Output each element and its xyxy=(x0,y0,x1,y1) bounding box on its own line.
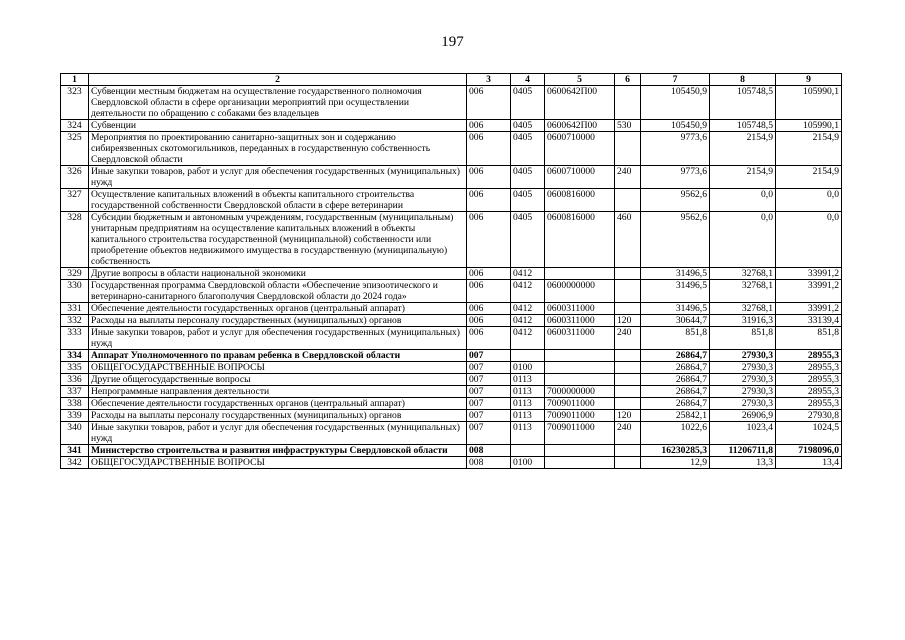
code-admin: 006 xyxy=(467,166,511,189)
code-admin: 006 xyxy=(467,86,511,120)
amount-col7: 25842,1 xyxy=(641,410,710,422)
table-row xyxy=(61,350,842,362)
row-name: Другие вопросы в области национальной экономики xyxy=(89,268,467,280)
amount-col8: 2154,9 xyxy=(710,132,776,166)
code-section: 0405 xyxy=(511,166,545,189)
amount-col9: 28955,3 xyxy=(776,350,842,362)
row-name: Мероприятия по проектированию санитарно-защитных зон и содержанию сибиреязвенных скотомогильников, переданных в государственную собственность Свердловской области xyxy=(89,132,467,166)
row-number: 342 xyxy=(61,457,89,469)
table-row xyxy=(61,132,842,166)
code-target xyxy=(545,268,615,280)
amount-col7: 31496,5 xyxy=(641,268,710,280)
amount-col9: 0,0 xyxy=(776,212,842,268)
code-target xyxy=(545,350,615,362)
column-header: 6 xyxy=(615,74,641,86)
row-name: Иные закупки товаров, работ и услуг для обеспечения государственных (муниципальных) нужд xyxy=(89,166,467,189)
amount-col8: 851,8 xyxy=(710,327,776,350)
amount-col8: 26906,9 xyxy=(710,410,776,422)
code-section: 0113 xyxy=(511,422,545,445)
code-expense-type xyxy=(615,132,641,166)
amount-col7: 31496,5 xyxy=(641,303,710,315)
code-admin: 006 xyxy=(467,268,511,280)
row-number: 324 xyxy=(61,120,89,132)
row-number: 323 xyxy=(61,86,89,120)
code-admin: 006 xyxy=(467,280,511,303)
code-expense-type xyxy=(615,362,641,374)
row-name: Иные закупки товаров, работ и услуг для обеспечения государственных (муниципальных) нужд xyxy=(89,422,467,445)
code-expense-type: 530 xyxy=(615,120,641,132)
amount-col8: 27930,3 xyxy=(710,350,776,362)
column-header: 8 xyxy=(710,74,776,86)
table-row xyxy=(61,386,842,398)
code-expense-type: 240 xyxy=(615,422,641,445)
code-section xyxy=(511,350,545,362)
row-number: 332 xyxy=(61,315,89,327)
code-target: 0600642П00 xyxy=(545,120,615,132)
amount-col9: 27930,8 xyxy=(776,410,842,422)
amount-col8: 0,0 xyxy=(710,189,776,212)
table-row xyxy=(61,410,842,422)
row-number: 337 xyxy=(61,386,89,398)
code-admin: 006 xyxy=(467,120,511,132)
code-target: 0600311000 xyxy=(545,303,615,315)
column-header: 3 xyxy=(467,74,511,86)
column-header: 5 xyxy=(545,74,615,86)
row-name: Другие общегосударственные вопросы xyxy=(89,374,467,386)
amount-col7: 16230285,3 xyxy=(641,445,710,457)
table-row xyxy=(61,457,842,469)
code-admin: 006 xyxy=(467,212,511,268)
amount-col7: 9562,6 xyxy=(641,189,710,212)
amount-col8: 27930,3 xyxy=(710,374,776,386)
code-section: 0405 xyxy=(511,132,545,166)
row-name: Аппарат Уполномоченного по правам ребенка в Свердловской области xyxy=(89,350,467,362)
table-row xyxy=(61,212,842,268)
code-section: 0412 xyxy=(511,327,545,350)
row-number: 334 xyxy=(61,350,89,362)
amount-col9: 28955,3 xyxy=(776,374,842,386)
table-row xyxy=(61,268,842,280)
code-target: 0600311000 xyxy=(545,327,615,350)
code-expense-type: 460 xyxy=(615,212,641,268)
row-number: 333 xyxy=(61,327,89,350)
row-name: Расходы на выплаты персоналу государственных (муниципальных) органов xyxy=(89,410,467,422)
table-row xyxy=(61,189,842,212)
amount-col9: 2154,9 xyxy=(776,132,842,166)
code-admin: 007 xyxy=(467,398,511,410)
table-row xyxy=(61,398,842,410)
row-name: Министерство строительства и развития инфраструктуры Свердловской области xyxy=(89,445,467,457)
code-section: 0113 xyxy=(511,398,545,410)
row-name: Субсидии бюджетным и автономным учреждениям, государственным (муниципальным) унитарным предприятиям на осуществление капитальных вложений в объекты капитального строительства государственной (муниципальной) собственности или приобретение объектов недвижимого имущества в государственную (муниципальную) собственность xyxy=(89,212,467,268)
amount-col9: 13,4 xyxy=(776,457,842,469)
code-expense-type xyxy=(615,445,641,457)
amount-col8: 0,0 xyxy=(710,212,776,268)
amount-col8: 13,3 xyxy=(710,457,776,469)
row-name: Расходы на выплаты персоналу государственных (муниципальных) органов xyxy=(89,315,467,327)
table-body xyxy=(61,86,842,469)
row-number: 341 xyxy=(61,445,89,457)
table-row xyxy=(61,280,842,303)
table-row xyxy=(61,362,842,374)
amount-col9: 33991,2 xyxy=(776,268,842,280)
code-target: 0600311000 xyxy=(545,315,615,327)
column-header: 7 xyxy=(641,74,710,86)
amount-col8: 31916,3 xyxy=(710,315,776,327)
code-expense-type xyxy=(615,457,641,469)
table-row xyxy=(61,303,842,315)
code-section: 0405 xyxy=(511,189,545,212)
code-expense-type xyxy=(615,86,641,120)
amount-col9: 33991,2 xyxy=(776,303,842,315)
code-expense-type: 240 xyxy=(615,327,641,350)
amount-col7: 30644,7 xyxy=(641,315,710,327)
table-row xyxy=(61,374,842,386)
code-section xyxy=(511,445,545,457)
row-name: ОБЩЕГОСУДАРСТВЕННЫЕ ВОПРОСЫ xyxy=(89,457,467,469)
code-expense-type: 120 xyxy=(615,315,641,327)
amount-col7: 26864,7 xyxy=(641,374,710,386)
amount-col9: 33991,2 xyxy=(776,280,842,303)
row-name: ОБЩЕГОСУДАРСТВЕННЫЕ ВОПРОСЫ xyxy=(89,362,467,374)
row-name: Государственная программа Свердловской области «Обеспечение эпизоотического и ветеринарно-санитарного благополучия Свердловской области до 2024 года» xyxy=(89,280,467,303)
amount-col8: 27930,3 xyxy=(710,398,776,410)
code-expense-type xyxy=(615,398,641,410)
code-target: 0600000000 xyxy=(545,280,615,303)
amount-col7: 851,8 xyxy=(641,327,710,350)
code-target: 7009011000 xyxy=(545,410,615,422)
column-header: 4 xyxy=(511,74,545,86)
code-section: 0113 xyxy=(511,410,545,422)
code-expense-type xyxy=(615,280,641,303)
amount-col9: 28955,3 xyxy=(776,386,842,398)
amount-col7: 9562,6 xyxy=(641,212,710,268)
amount-col7: 9773,6 xyxy=(641,132,710,166)
row-number: 336 xyxy=(61,374,89,386)
table-row xyxy=(61,327,842,350)
amount-col7: 26864,7 xyxy=(641,386,710,398)
amount-col9: 0,0 xyxy=(776,189,842,212)
row-name: Непрограммные направления деятельности xyxy=(89,386,467,398)
code-admin: 007 xyxy=(467,362,511,374)
row-number: 335 xyxy=(61,362,89,374)
code-expense-type xyxy=(615,374,641,386)
row-name: Субвенции местным бюджетам на осуществление государственного полномочия Свердловской области в сфере организации мероприятий при осуществлении деятельности по обращению с собаками без владельцев xyxy=(89,86,467,120)
budget-table xyxy=(60,73,842,469)
code-admin: 006 xyxy=(467,189,511,212)
row-number: 326 xyxy=(61,166,89,189)
row-number: 340 xyxy=(61,422,89,445)
amount-col9: 33139,4 xyxy=(776,315,842,327)
code-section: 0113 xyxy=(511,374,545,386)
code-section: 0412 xyxy=(511,315,545,327)
code-expense-type xyxy=(615,350,641,362)
row-number: 331 xyxy=(61,303,89,315)
amount-col8: 11206711,8 xyxy=(710,445,776,457)
code-target: 0600816000 xyxy=(545,212,615,268)
amount-col8: 105748,5 xyxy=(710,120,776,132)
amount-col8: 1023,4 xyxy=(710,422,776,445)
code-admin: 007 xyxy=(467,410,511,422)
code-target: 7009011000 xyxy=(545,422,615,445)
amount-col7: 31496,5 xyxy=(641,280,710,303)
row-name: Субвенции xyxy=(89,120,467,132)
row-number: 328 xyxy=(61,212,89,268)
code-section: 0412 xyxy=(511,268,545,280)
code-section: 0100 xyxy=(511,457,545,469)
amount-col9: 28955,3 xyxy=(776,362,842,374)
header-row xyxy=(61,74,842,86)
code-target: 7000000000 xyxy=(545,386,615,398)
column-header: 1 xyxy=(61,74,89,86)
code-expense-type xyxy=(615,268,641,280)
code-target: 0600816000 xyxy=(545,189,615,212)
amount-col7: 105450,9 xyxy=(641,120,710,132)
page-number: 197 xyxy=(441,34,464,50)
amount-col8: 32768,1 xyxy=(710,280,776,303)
code-admin: 006 xyxy=(467,132,511,166)
code-target: 0600710000 xyxy=(545,166,615,189)
row-name: Обеспечение деятельности государственных органов (центральный аппарат) xyxy=(89,398,467,410)
amount-col7: 12,9 xyxy=(641,457,710,469)
code-expense-type xyxy=(615,386,641,398)
code-target: 0600642П00 xyxy=(545,86,615,120)
column-header: 2 xyxy=(89,74,467,86)
code-admin: 008 xyxy=(467,445,511,457)
amount-col8: 32768,1 xyxy=(710,268,776,280)
amount-col7: 26864,7 xyxy=(641,398,710,410)
code-section: 0405 xyxy=(511,86,545,120)
code-expense-type: 240 xyxy=(615,166,641,189)
code-admin: 006 xyxy=(467,327,511,350)
amount-col8: 32768,1 xyxy=(710,303,776,315)
code-target xyxy=(545,362,615,374)
table-row xyxy=(61,422,842,445)
row-number: 339 xyxy=(61,410,89,422)
code-expense-type xyxy=(615,189,641,212)
code-section: 0412 xyxy=(511,280,545,303)
amount-col9: 105990,1 xyxy=(776,86,842,120)
amount-col9: 105990,1 xyxy=(776,120,842,132)
amount-col7: 9773,6 xyxy=(641,166,710,189)
amount-col7: 26864,7 xyxy=(641,350,710,362)
code-section: 0405 xyxy=(511,120,545,132)
amount-col8: 27930,3 xyxy=(710,362,776,374)
code-admin: 007 xyxy=(467,374,511,386)
row-number: 338 xyxy=(61,398,89,410)
amount-col9: 2154,9 xyxy=(776,166,842,189)
row-number: 327 xyxy=(61,189,89,212)
amount-col9: 28955,3 xyxy=(776,398,842,410)
amount-col7: 26864,7 xyxy=(641,362,710,374)
code-admin: 007 xyxy=(467,386,511,398)
code-section: 0113 xyxy=(511,386,545,398)
column-header: 9 xyxy=(776,74,842,86)
amount-col9: 1024,5 xyxy=(776,422,842,445)
amount-col8: 2154,9 xyxy=(710,166,776,189)
code-admin: 007 xyxy=(467,422,511,445)
code-admin: 007 xyxy=(467,350,511,362)
code-section: 0412 xyxy=(511,303,545,315)
code-admin: 008 xyxy=(467,457,511,469)
code-target xyxy=(545,374,615,386)
table-row xyxy=(61,166,842,189)
amount-col9: 7198096,0 xyxy=(776,445,842,457)
code-section: 0405 xyxy=(511,212,545,268)
code-expense-type: 120 xyxy=(615,410,641,422)
code-target: 0600710000 xyxy=(545,132,615,166)
code-section: 0100 xyxy=(511,362,545,374)
amount-col7: 105450,9 xyxy=(641,86,710,120)
code-target: 7009011000 xyxy=(545,398,615,410)
table-row xyxy=(61,315,842,327)
code-expense-type xyxy=(615,303,641,315)
amount-col7: 1022,6 xyxy=(641,422,710,445)
code-target xyxy=(545,457,615,469)
code-admin: 006 xyxy=(467,315,511,327)
table-row xyxy=(61,445,842,457)
row-name: Обеспечение деятельности государственных органов (центральный аппарат) xyxy=(89,303,467,315)
row-number: 325 xyxy=(61,132,89,166)
row-number: 330 xyxy=(61,280,89,303)
amount-col8: 105748,5 xyxy=(710,86,776,120)
row-name: Осуществление капитальных вложений в объекты капитального строительства государственной собственности Свердловской области в сфере ветеринарии xyxy=(89,189,467,212)
amount-col8: 27930,3 xyxy=(710,386,776,398)
code-target xyxy=(545,445,615,457)
row-number: 329 xyxy=(61,268,89,280)
table-row xyxy=(61,86,842,120)
code-admin: 006 xyxy=(467,303,511,315)
amount-col9: 851,8 xyxy=(776,327,842,350)
row-name: Иные закупки товаров, работ и услуг для обеспечения государственных (муниципальных) нужд xyxy=(89,327,467,350)
table-row xyxy=(61,120,842,132)
